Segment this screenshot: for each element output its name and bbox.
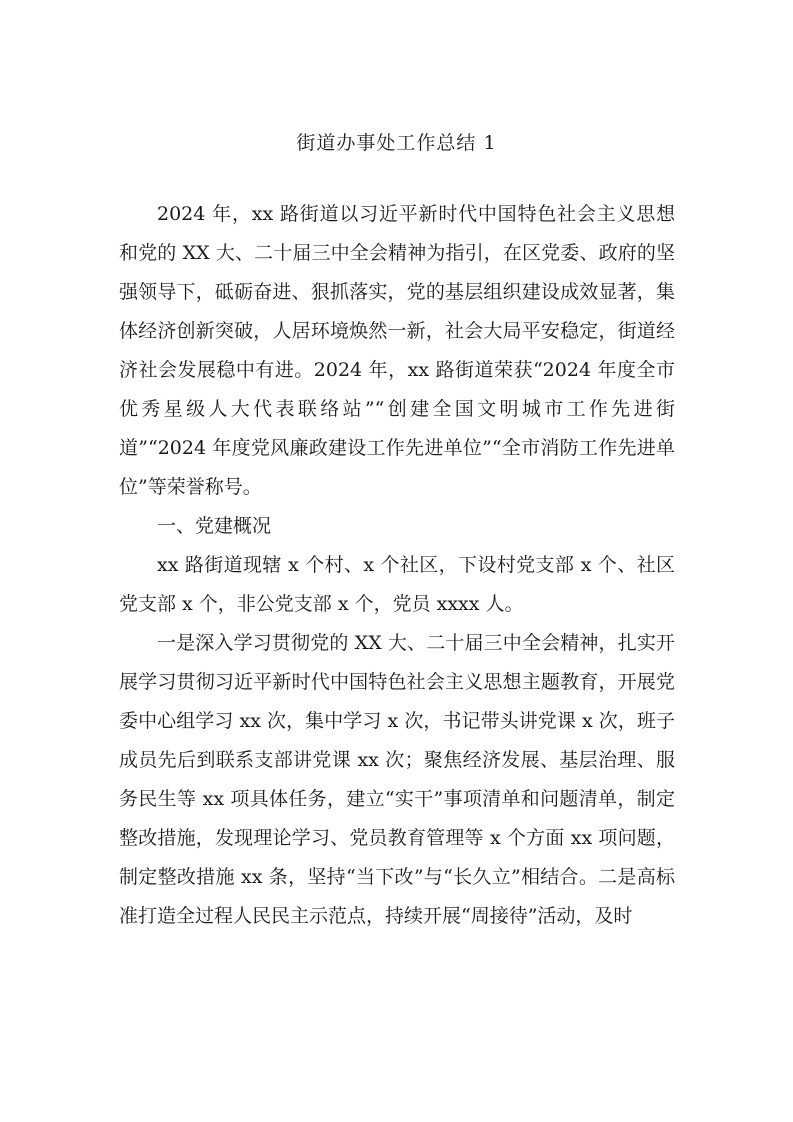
document-body xyxy=(119,195,675,936)
paragraph-measures: 一是深入学习贯彻党的 XX 大、二十届三中全会精神，扎实开展学习贯彻习近平新时代中国特色社会主义思想主题教育，开展党委中心组学习 xx 次，集中学习 x 次，书记带头讲党课 x 次，班子成员先后到联系支部讲党课 xx 次；聚焦经济发展、基层治理、服务民生等 xx 项具体任务，建立“实干”事项清单和问题清单，制定整改措施，发现理论学习、党员教育管理等 x 个方面 xx 项问题，制定整改措施 xx 条，坚持“当下改”与“长久立”相结合。二是高标准打造全过程人民民主示范点，持续开展“周接待”活动，及时 xyxy=(119,632,675,927)
paragraph-party-overview: xx 路街道现辖 x 个村、x 个社区，下设村党支部 x 个、社区党支部 x 个，非公党支部 x 个，党员 xxxx 人。 xyxy=(119,554,675,615)
paragraph-intro: 2024 年，xx 路街道以习近平新时代中国特色社会主义思想和党的 XX 大、二十届三中全会精神为指引，在区党委、政府的坚强领导下，砥砺奋进、狠抓落实，党的基层组织建设成效显著，集体经济创新突破，人居环境焕然一新，社会大局平安稳定，街道经济社会发展稳中有进。2024 年，xx 路街道荣获“2024 年度全市优秀星级人大代表联络站”“创建全国文明城市工作先进街道”“2024 年度党风廉政建设工作先进单位”“全市消防工作先进单位”等荣誉称号。 xyxy=(119,203,675,498)
section-heading-party-building: 一、党建概况 xyxy=(157,515,272,537)
document-title: 街道办事处工作总结 1 xyxy=(296,132,497,154)
